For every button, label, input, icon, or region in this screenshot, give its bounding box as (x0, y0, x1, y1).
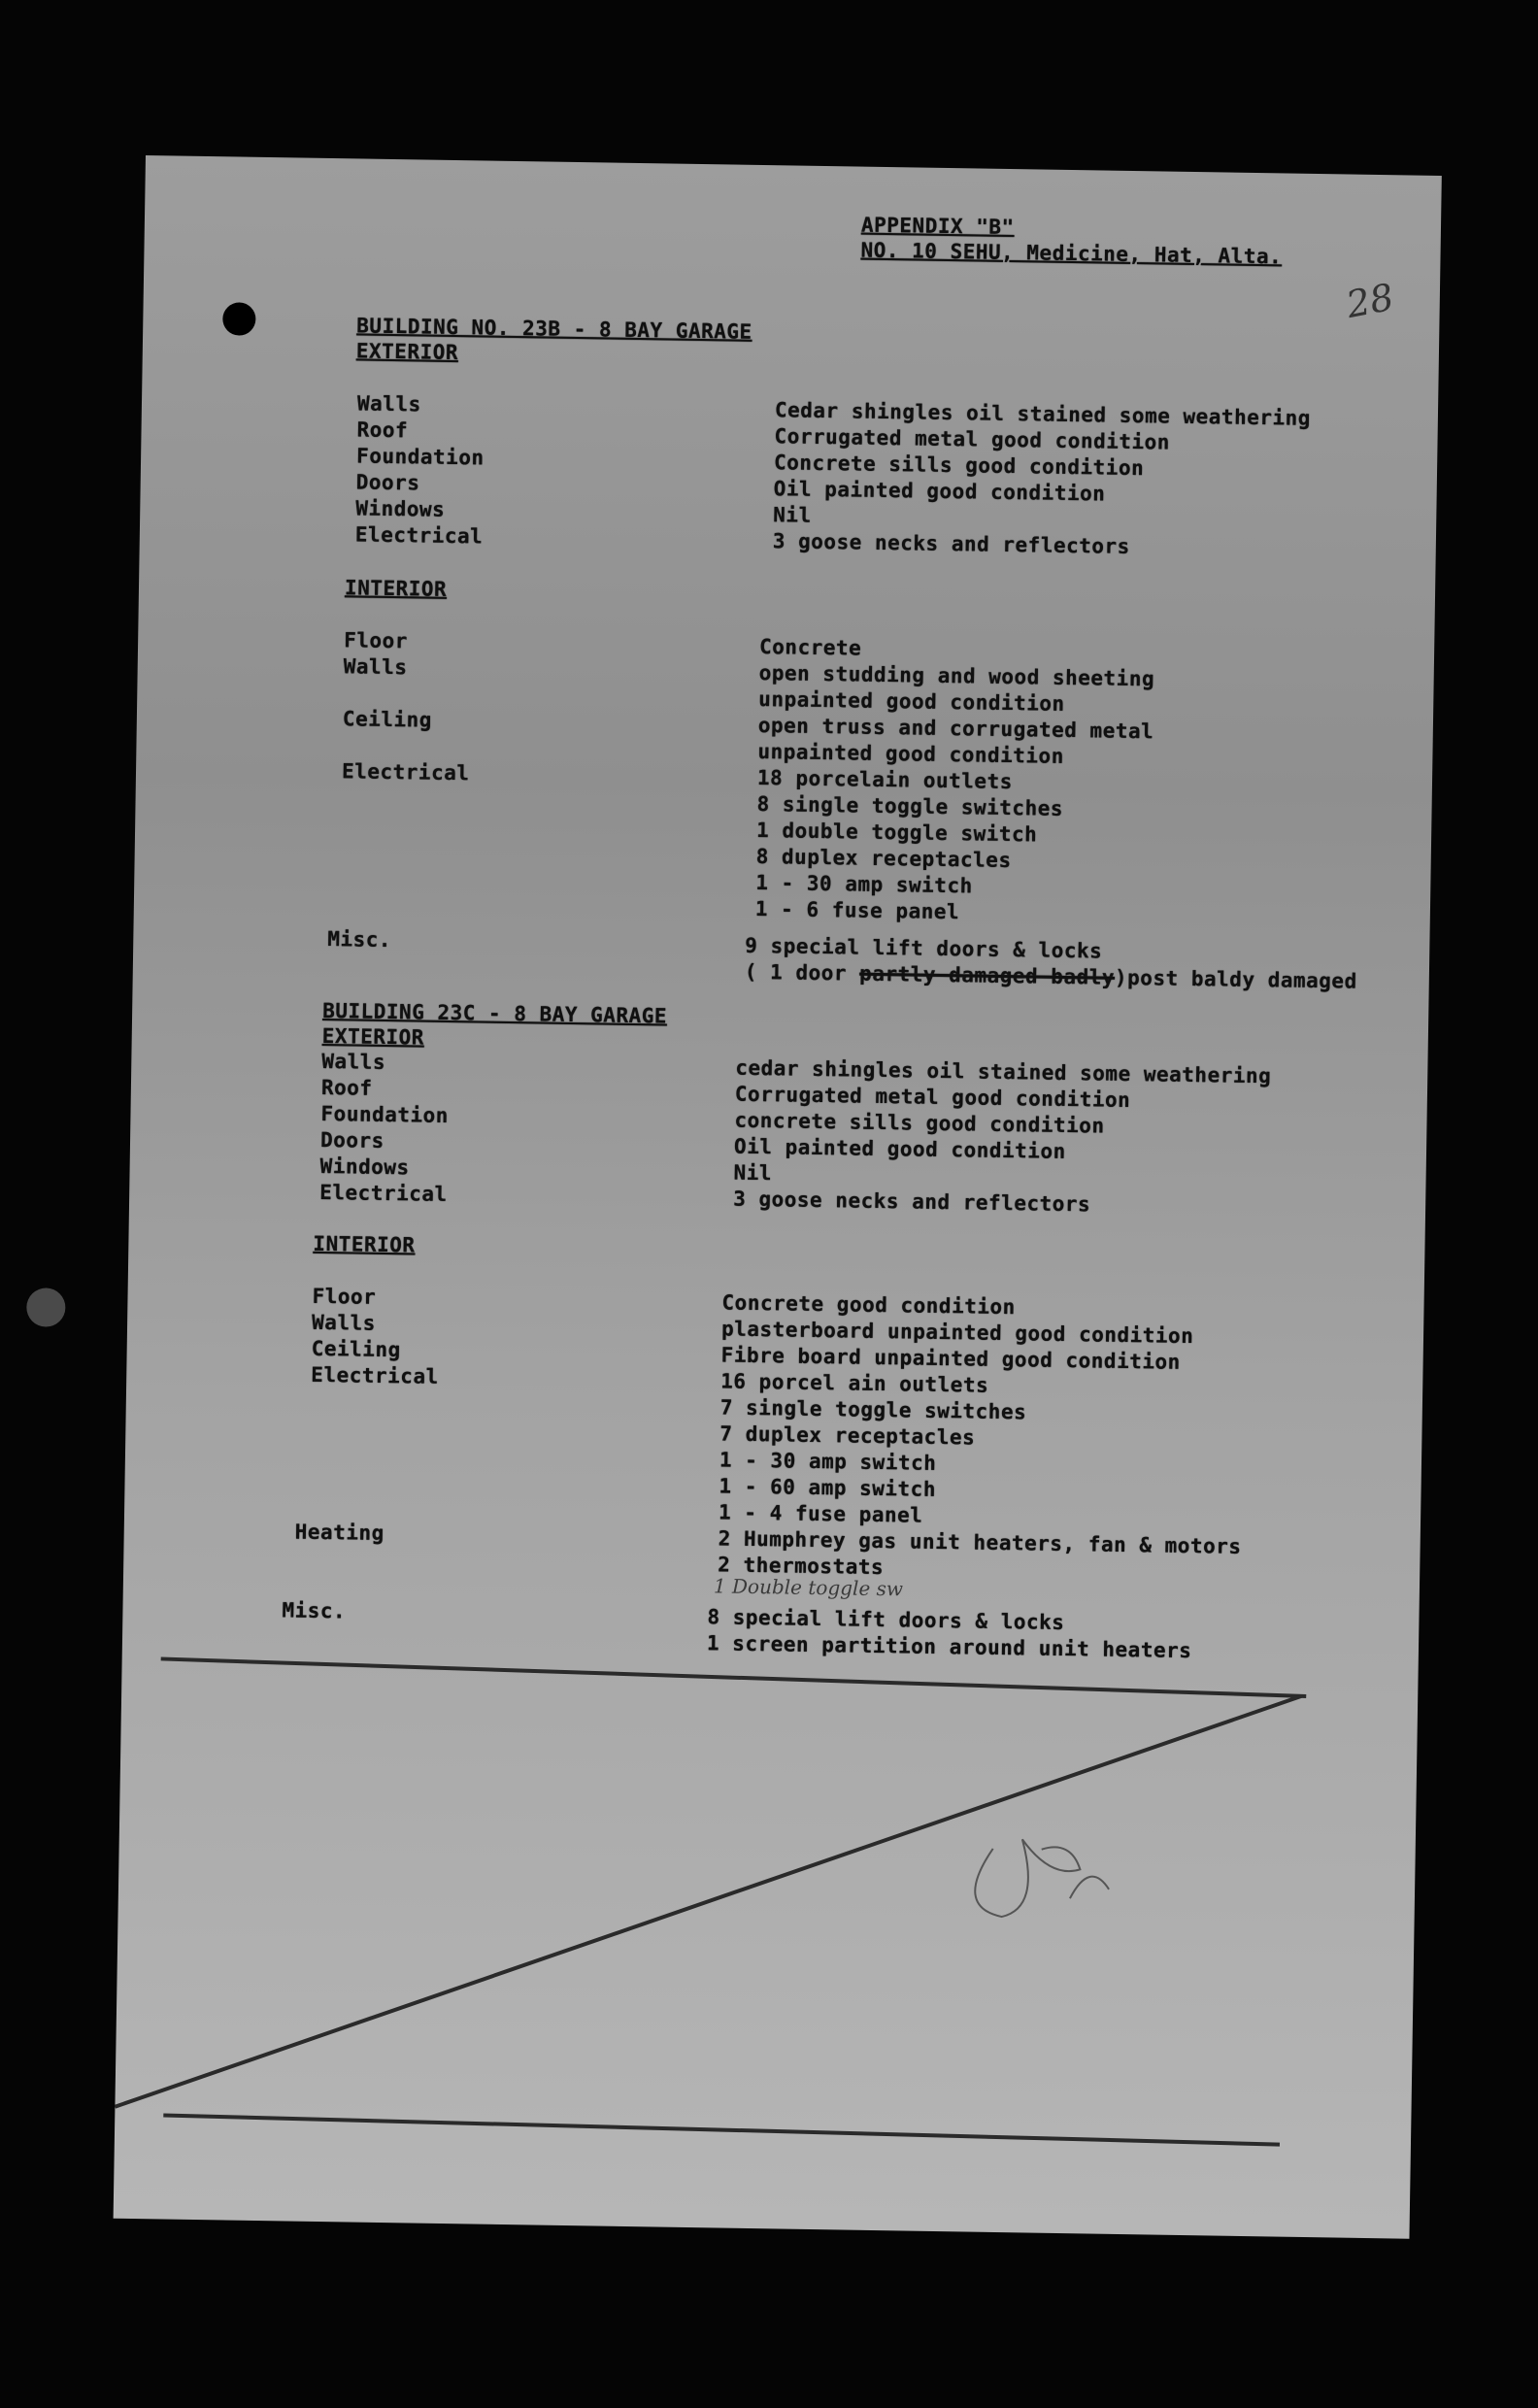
label-windows: Windows (319, 1154, 410, 1180)
value-ceiling-1: open truss and corrugated metal (757, 713, 1154, 744)
label-heating: Heating (294, 1520, 384, 1546)
label-floor: Floor (312, 1284, 377, 1309)
value-electrical-item: 1 - 60 amp switch (719, 1474, 937, 1501)
label-doors: Doors (355, 470, 420, 495)
label-misc: Misc. (282, 1598, 347, 1623)
value-electrical-item: 18 porcelain outlets (756, 765, 1014, 794)
diagonal-cancel-line (115, 1678, 1301, 2125)
value-windows: Nil (773, 503, 812, 527)
value-roof: Corrugated metal good condition (734, 1082, 1131, 1113)
handwritten-note: 1 Double toggle sw (713, 1574, 904, 1601)
value-doors: Oil painted good condition (773, 477, 1106, 506)
bottom-rule (163, 2116, 1280, 2145)
label-ceiling: Ceiling (342, 707, 433, 732)
value-doors: Oil painted good condition (733, 1134, 1066, 1164)
label-foundation: Foundation (355, 444, 485, 470)
label-interior-electrical: Electrical (311, 1362, 439, 1388)
signature-initials (975, 1839, 1110, 1919)
interior-heading: INTERIOR (313, 1231, 416, 1257)
interior-heading: INTERIOR (344, 576, 448, 601)
value-heating-2: 2 thermostats (718, 1553, 885, 1580)
value-electrical-item: 8 single toggle switches (756, 791, 1064, 820)
value-electrical-item: 1 double toggle switch (755, 818, 1038, 847)
unit-location: NO. 10 SEHU, Medicine, Hat, Alta. (860, 238, 1283, 269)
value-electrical-item: 7 single toggle switches (719, 1395, 1027, 1424)
building-23b-title: BUILDING NO. 23B - 8 BAY GARAGE (356, 314, 752, 344)
value-interior-walls: plasterboard unpainted good condition (720, 1317, 1194, 1349)
value-heating-1: 2 Humphrey gas unit heaters, fan & motors (718, 1526, 1242, 1558)
value-floor: Concrete (758, 634, 862, 660)
value-windows: Nil (733, 1160, 773, 1186)
value-electrical-item: 1 - 4 fuse panel (718, 1500, 923, 1527)
label-ceiling: Ceiling (311, 1336, 401, 1362)
value-floor: Concrete good condition (721, 1290, 1016, 1320)
value-electrical-item: 1 - 30 amp switch (755, 870, 973, 898)
value-foundation: concrete sills good condition (734, 1108, 1105, 1138)
label-floor: Floor (343, 628, 409, 653)
top-rule (160, 1658, 1306, 1696)
value-ceiling: Fibre board unpainted good condition (720, 1343, 1181, 1374)
label-windows: Windows (355, 496, 446, 521)
label-electrical: Electrical (319, 1180, 448, 1207)
value-misc-1: 8 special lift doors & locks (707, 1605, 1065, 1635)
value-foundation: Concrete sills good condition (773, 451, 1145, 481)
label-walls: Walls (321, 1049, 386, 1074)
punch-hole (26, 1288, 66, 1327)
label-interior-walls: Walls (311, 1310, 377, 1335)
document-page (114, 155, 1442, 2239)
value-electrical-item: 8 duplex receptacles (755, 844, 1012, 873)
value-ceiling-2: unpainted good condition (757, 739, 1065, 768)
value-misc-2: 1 screen partition around unit heaters (706, 1631, 1192, 1663)
value-interior-walls-2: unpainted good condition (758, 686, 1065, 716)
label-roof: Roof (356, 418, 409, 443)
value-electrical: 3 goose necks and reflectors (772, 529, 1130, 558)
page-number: 28 (1342, 275, 1397, 327)
appendix-label: APPENDIX "B" (860, 213, 1015, 240)
value-electrical-item: 1 - 30 amp switch (719, 1448, 937, 1475)
label-doors: Doors (319, 1127, 384, 1153)
misc-2-start: ( 1 door (744, 959, 848, 986)
misc-2-struck: partly damaged badly (858, 961, 1116, 989)
value-electrical-item: 1 - 6 fuse panel (754, 896, 960, 924)
label-misc: Misc. (327, 927, 392, 953)
cancel-lines (114, 155, 1442, 2239)
value-electrical-item: 7 duplex receptacles (719, 1421, 976, 1450)
value-interior-walls-1: open studding and wood sheeting (758, 660, 1155, 691)
value-misc-1: 9 special lift doors & locks (745, 933, 1103, 963)
label-foundation: Foundation (320, 1101, 450, 1128)
misc-2-end: )post baldy damaged (1114, 965, 1357, 993)
value-walls: Cedar shingles oil stained some weathering (774, 398, 1312, 430)
label-interior-electrical: Electrical (341, 759, 470, 786)
label-walls: Walls (356, 391, 421, 417)
value-electrical: 3 goose necks and reflectors (733, 1187, 1091, 1217)
exterior-heading: EXTERIOR (355, 339, 459, 365)
value-roof: Corrugated metal good condition (774, 424, 1171, 454)
value-electrical-item: 16 porcel ain outlets (720, 1369, 989, 1397)
label-electrical: Electrical (354, 522, 484, 549)
exterior-heading: EXTERIOR (321, 1023, 425, 1050)
label-roof: Roof (320, 1075, 373, 1100)
building-23c-title: BUILDING 23C - 8 BAY GARAGE (321, 998, 668, 1028)
value-walls: cedar shingles oil stained some weathering (735, 1055, 1272, 1088)
label-interior-walls: Walls (343, 654, 408, 680)
